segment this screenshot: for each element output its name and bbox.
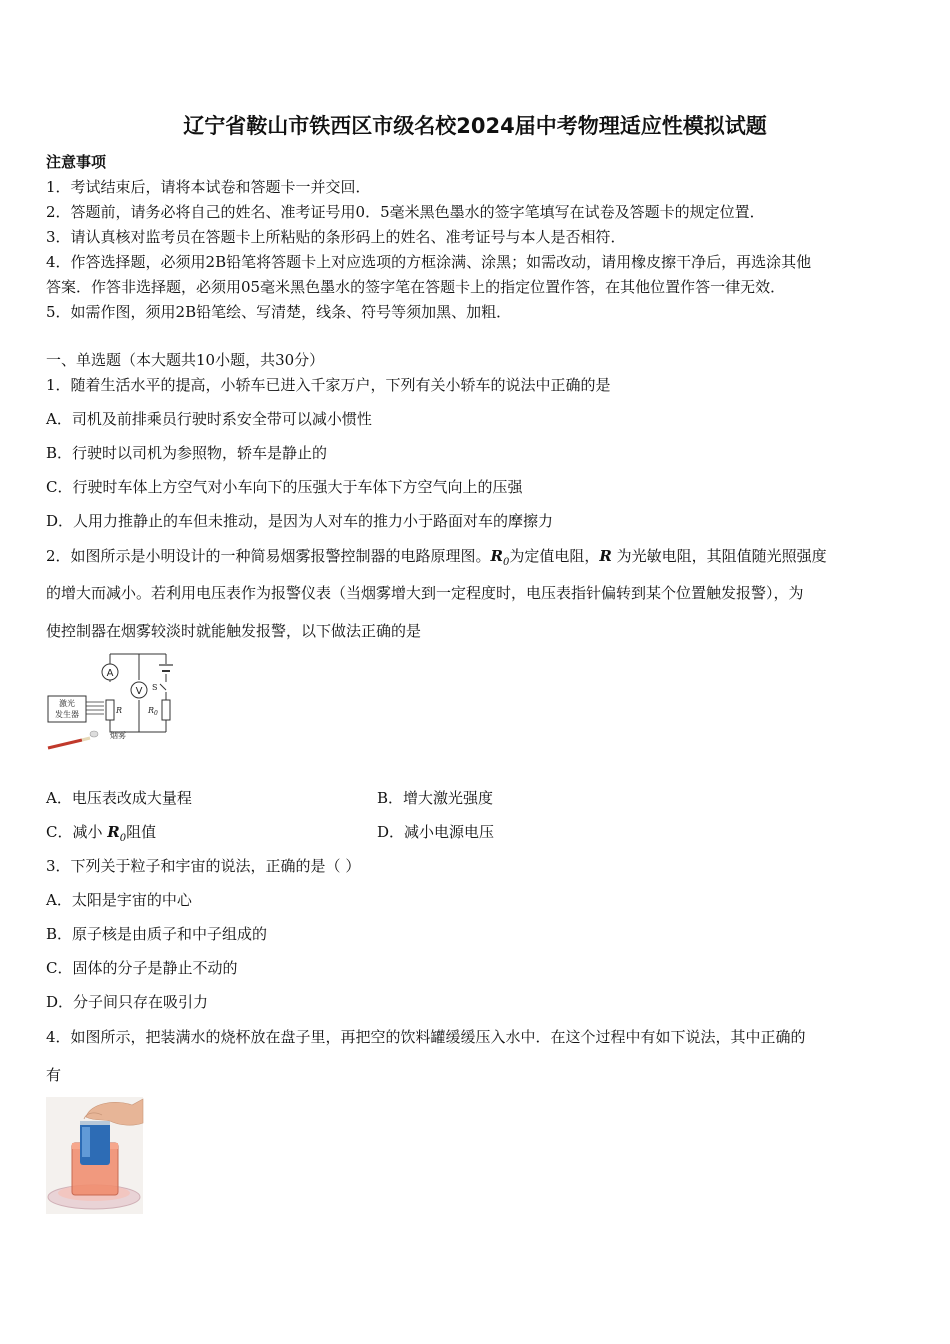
notice-item: 1．考试结束后，请将本试卷和答题卡一并交回． <box>46 178 371 196</box>
question-4-stem-line2: 有 <box>46 1066 62 1084</box>
circuit-diagram <box>44 652 179 752</box>
question-1-option-c: C．行驶时车体上方空气对小车向下的压强大于车体下方空气向上的压强 <box>46 478 523 496</box>
r0-symbol: R <box>490 547 504 565</box>
question-3-option-b: B．原子核是由质子和中子组成的 <box>46 925 268 943</box>
r-symbol: R <box>599 547 612 565</box>
question-2-stem-line3: 使控制器在烟雾较淡时就能触发报警，以下做法正确的是 <box>46 622 422 640</box>
question-3-option-a: A．太阳是宇宙的中心 <box>46 891 192 909</box>
question-1-stem: 1．随着生活水平的提高，小轿车已进入千家万户，下列有关小轿车的说法中正确的是 <box>46 376 611 394</box>
switch-label: S <box>152 683 158 692</box>
svg-text:激光: 激光 <box>59 699 75 708</box>
notice-item: 答案．作答非选择题，必须用05毫米黑色墨水的签字笔在答题卡上的指定位置作答，在其他位置作答一律无效． <box>46 278 786 296</box>
notice-item: 4．作答选择题，必须用2B铅笔将答题卡上对应选项的方框涂满、涂黑；如需改动，请用橡皮擦干净后，再选涂其他 <box>46 253 812 271</box>
photoresistor-label: R <box>116 706 123 715</box>
section-heading: 一、单选题（本大题共10小题，共30分） <box>46 351 325 369</box>
question-3-option-c: C．固体的分子是静止不动的 <box>46 959 238 977</box>
question-1-option-a: A．司机及前排乘员行驶时系安全带可以减小惯性 <box>46 410 372 428</box>
smoke-label: 烟雾 <box>110 731 126 740</box>
cigarette <box>48 740 82 748</box>
ammeter-label: A <box>106 668 114 679</box>
notice-item: 2．答题前，请务必将自己的姓名、准考证号用0．5毫米黑色墨水的签字笔填写在试卷及答题卡的规定位置． <box>46 203 765 221</box>
photoresistor-symbol <box>106 700 114 720</box>
question-2-stem: 2．如图所示是小明设计的一种简易烟雾报警控制器的电路原理图。$R_0$为定值电阻，R 为光敏电阻，其阻值随光照强度 <box>46 547 827 568</box>
page-title: 辽宁省鞍山市铁西区市级名校2024届中考物理适应性模拟试题 <box>183 114 767 138</box>
question-3-option-d: D．分子间只存在吸引力 <box>46 993 209 1011</box>
fixed-resistor-label: $R_0$ <box>148 706 158 717</box>
question-2-stem-line2: 的增大而减小。若利用电压表作为报警仪表（当烟雾增大到一定程度时，电压表指针偏转到某个位置触发报警），为 <box>46 584 804 602</box>
question-2-option-b: B．增大激光强度 <box>377 789 494 807</box>
question-2-option-a: A．电压表改成大量程 <box>46 789 192 807</box>
question-1-option-b: B．行驶时以司机为参照物，轿车是静止的 <box>46 444 328 462</box>
notice-heading: 注意事项 <box>46 153 107 171</box>
beaker-photo <box>46 1097 143 1214</box>
question-3-stem: 3．下列关于粒子和宇宙的说法，正确的是（ ） <box>46 857 361 875</box>
notice-item: 5．如需作图，须用2B铅笔绘、写清楚，线条、符号等须加黑、加粗． <box>46 303 512 321</box>
svg-text:发生器: 发生器 <box>55 710 79 719</box>
notice-item: 3．请认真核对监考员在答题卡上所粘贴的条形码上的姓名、准考证号与本人是否相符． <box>46 228 626 246</box>
question-2-option-c: C．减小 $R_0$阻值 <box>46 823 157 844</box>
question-2-option-d: D．减小电源电压 <box>377 823 495 841</box>
voltmeter-label: V <box>135 686 143 697</box>
question-4-stem: 4．如图所示，把装满水的烧杯放在盘子里，再把空的饮料罐缓缓压入水中．在这个过程中有如下说法，其中正确的 <box>46 1028 806 1046</box>
question-1-option-d: D．人用力推静止的车但未推动，是因为人对车的推力小于路面对车的摩擦力 <box>46 512 554 530</box>
fixed-resistor-symbol <box>162 700 170 720</box>
